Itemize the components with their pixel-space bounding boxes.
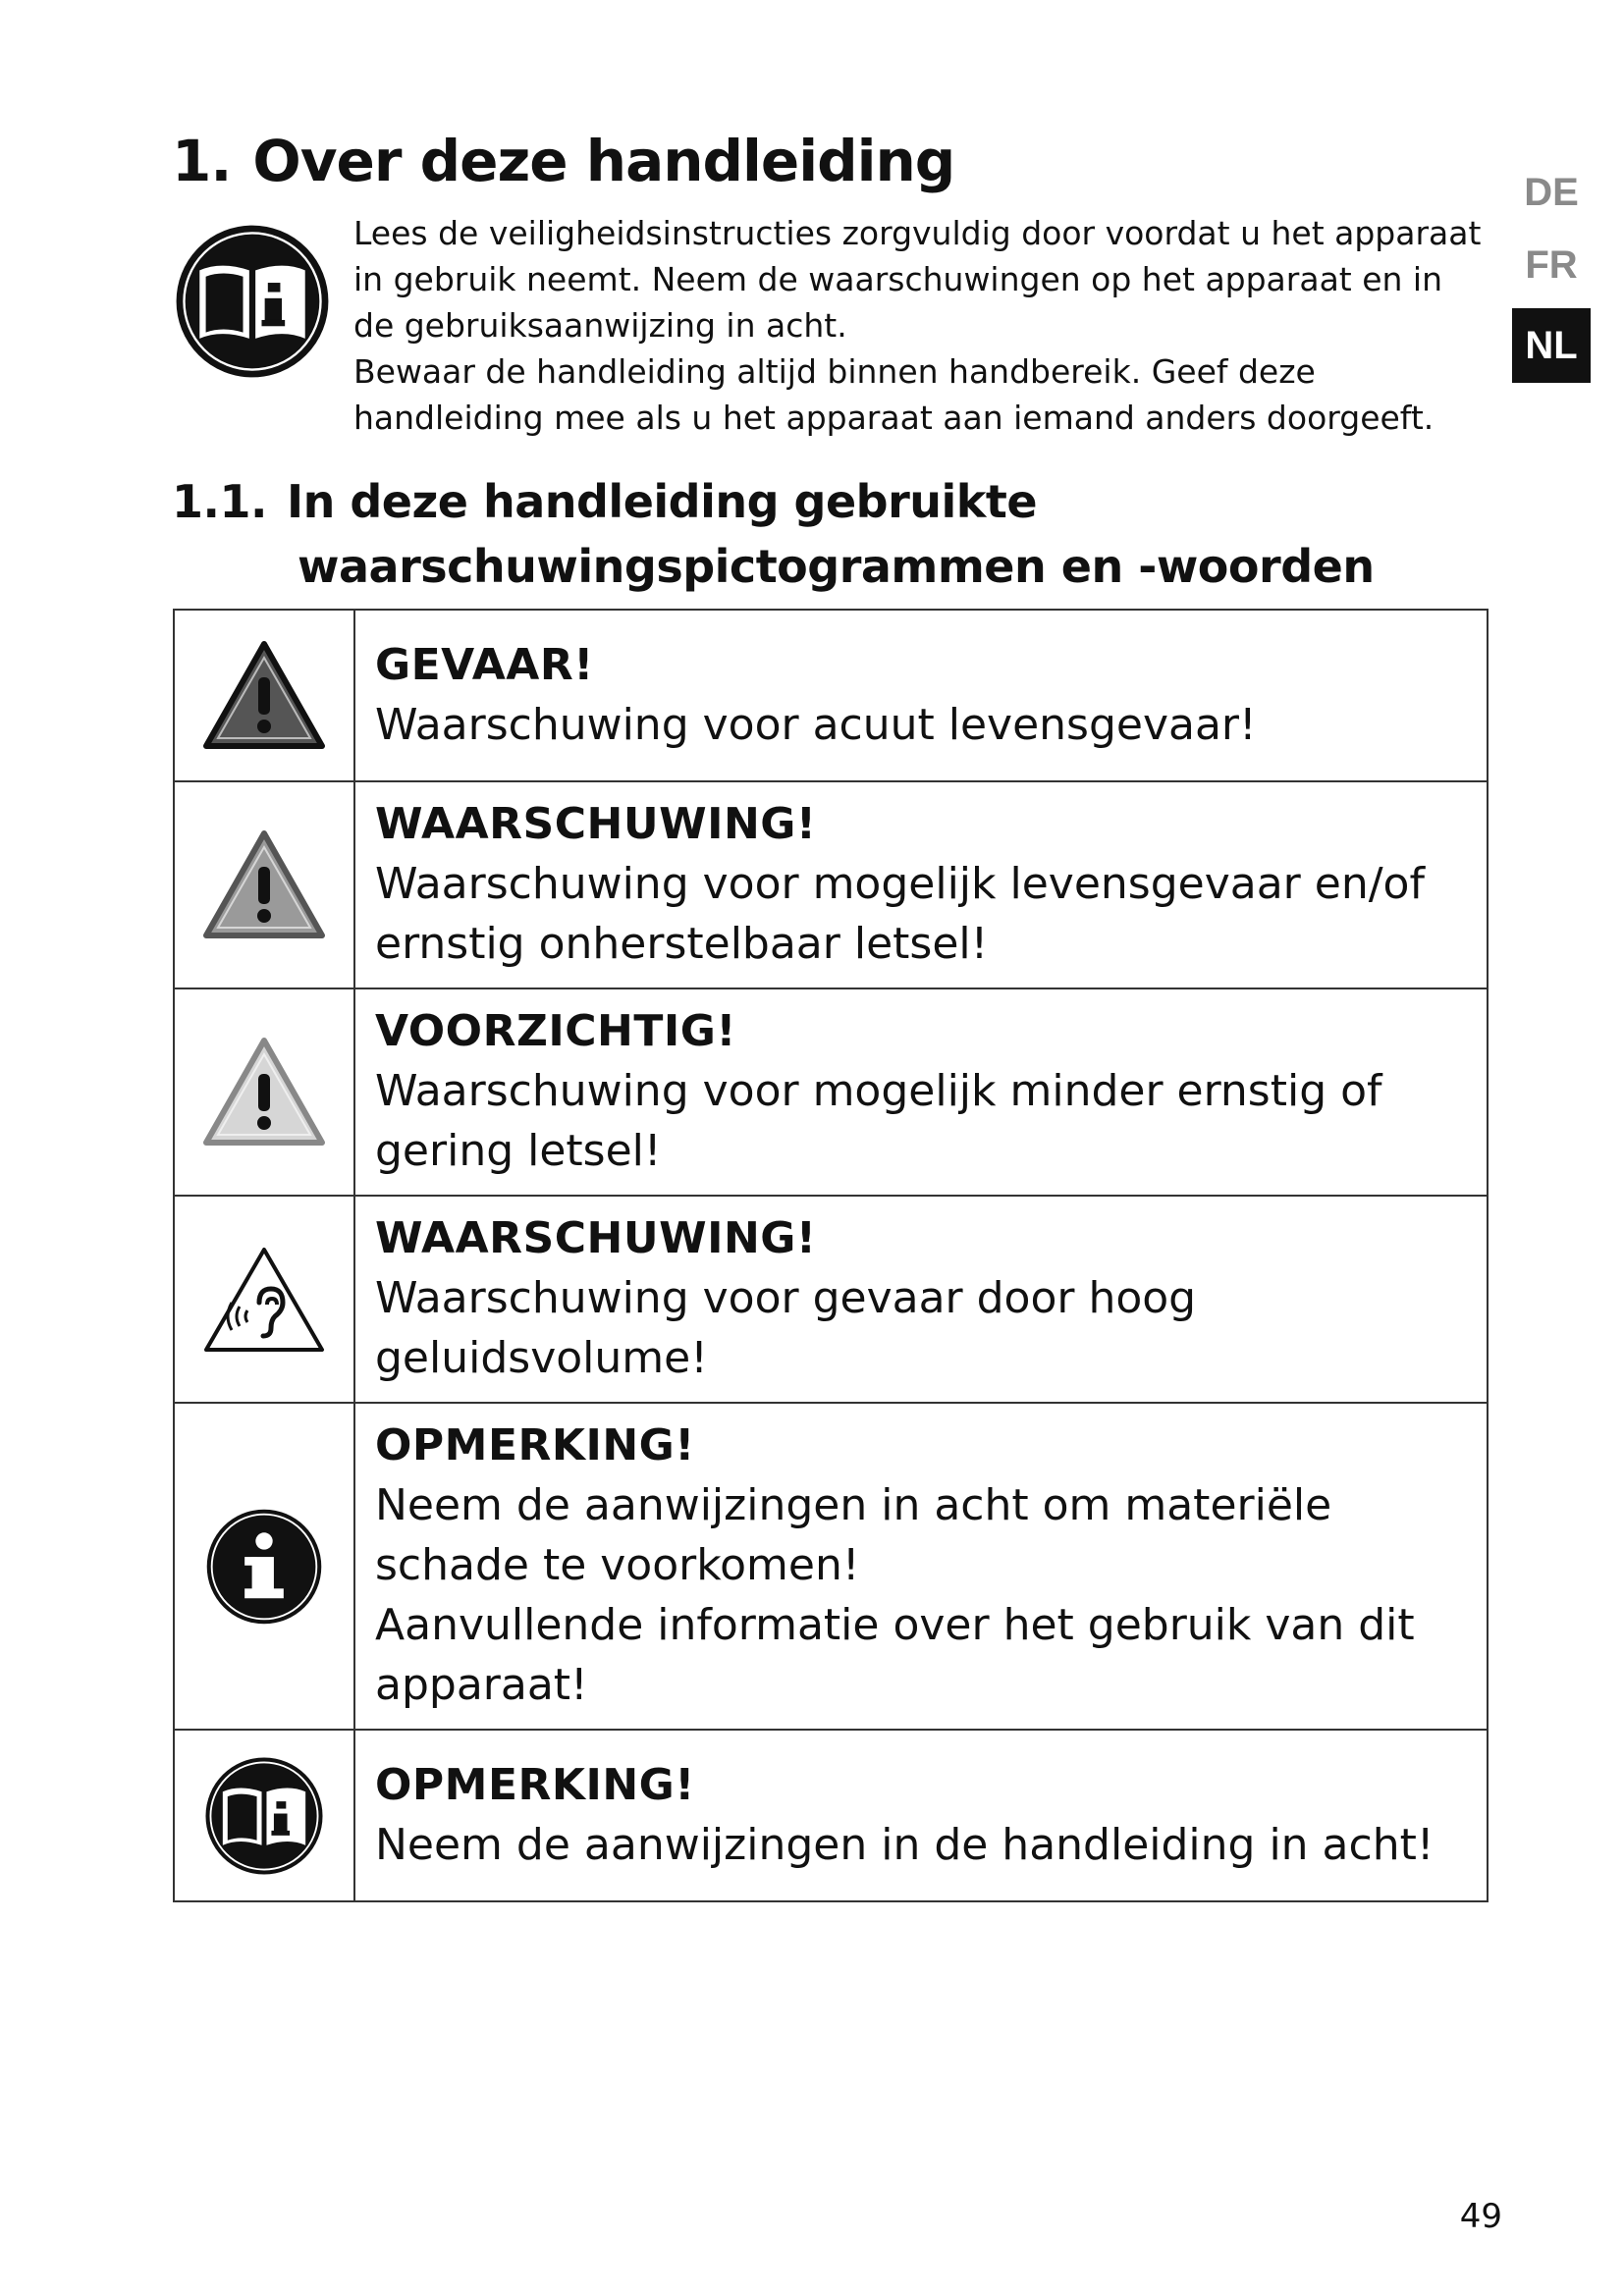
warning-icon-cell <box>174 1730 354 1901</box>
warning-table <box>173 609 1489 1902</box>
warning-label: OPMERKING! <box>375 1759 695 1810</box>
warning-text-cell <box>354 1730 1488 1901</box>
page-number: 49 <box>1459 2197 1502 2236</box>
danger-triangle-icon <box>200 685 328 704</box>
warning-icon-cell <box>174 988 354 1196</box>
warning-row <box>174 1196 1488 1403</box>
warning-row <box>174 610 1488 781</box>
warning-icon-cell <box>174 1403 354 1730</box>
subsection-title-line1: In deze handleiding gebruikte <box>286 475 1038 528</box>
intro-paragraph-2: Bewaar de handleiding altijd binnen handbereik. Geef deze handleiding mee als u het apparaat aan iemand anders doorgeeft. <box>353 352 1435 437</box>
warning-label: WAARSCHUWING! <box>375 799 817 849</box>
warning-description: Neem de aanwijzingen in acht om materiële schade te voorkomen! <box>375 1480 1332 1590</box>
warning-label: WAARSCHUWING! <box>375 1213 817 1263</box>
warning-description: Waarschuwing voor acuut levensgevaar! <box>375 699 1257 750</box>
warning-description: Aanvullende informatie over het gebruik van dit apparaat! <box>375 1600 1415 1710</box>
warning-row <box>174 781 1488 988</box>
warning-row <box>174 988 1488 1196</box>
warning-icon-cell <box>174 610 354 781</box>
manual-info-icon <box>175 224 330 379</box>
intro-text <box>353 210 1488 441</box>
warning-text-cell <box>354 781 1488 988</box>
hearing-warning-icon <box>200 1289 328 1308</box>
warning-icon-cell <box>174 781 354 988</box>
language-tab-fr[interactable]: FR <box>1525 243 1578 287</box>
manual-info-icon <box>203 1805 325 1824</box>
warning-icon-cell <box>174 1196 354 1403</box>
warning-row <box>174 1730 1488 1901</box>
warning-triangle-icon <box>200 875 328 893</box>
subsection-title-line2: waarschuwingspictogrammen en -woorden <box>298 540 1375 593</box>
caution-triangle-icon <box>200 1082 328 1100</box>
subsection-heading <box>172 469 1375 599</box>
section-heading <box>172 128 954 194</box>
warning-description: Waarschuwing voor gevaar door hoog geluidsvolume! <box>375 1273 1197 1383</box>
section-title: Over deze handleiding <box>252 128 955 194</box>
warning-label: OPMERKING! <box>375 1420 695 1470</box>
warning-description: Neem de aanwijzingen in de handleiding in acht! <box>375 1819 1435 1870</box>
warning-text-cell <box>354 610 1488 781</box>
warning-text-cell <box>354 988 1488 1196</box>
language-tab-nl[interactable]: NL <box>1512 308 1591 383</box>
intro-paragraph-1: Lees de veiligheidsinstructies zorgvuldig door voordat u het apparaat in gebruik neemt. Neem de waarschuwingen op het apparaat en in de gebruiksaanwijzing in acht. <box>353 214 1482 345</box>
language-tab-de[interactable]: DE <box>1524 171 1579 214</box>
warning-text-cell <box>354 1403 1488 1730</box>
subsection-number: 1.1. <box>172 475 267 528</box>
warning-text-cell <box>354 1196 1488 1403</box>
warning-description: Waarschuwing voor mogelijk levensgevaar en/of ernstig onherstelbaar letsel! <box>375 859 1425 969</box>
warning-row <box>174 1403 1488 1730</box>
warning-description: Waarschuwing voor mogelijk minder ernstig of gering letsel! <box>375 1066 1382 1176</box>
warning-label: VOORZICHTIG! <box>375 1006 736 1056</box>
section-number: 1. <box>172 128 232 194</box>
warning-label: GEVAAR! <box>375 639 594 690</box>
info-circle-icon <box>203 1556 325 1575</box>
